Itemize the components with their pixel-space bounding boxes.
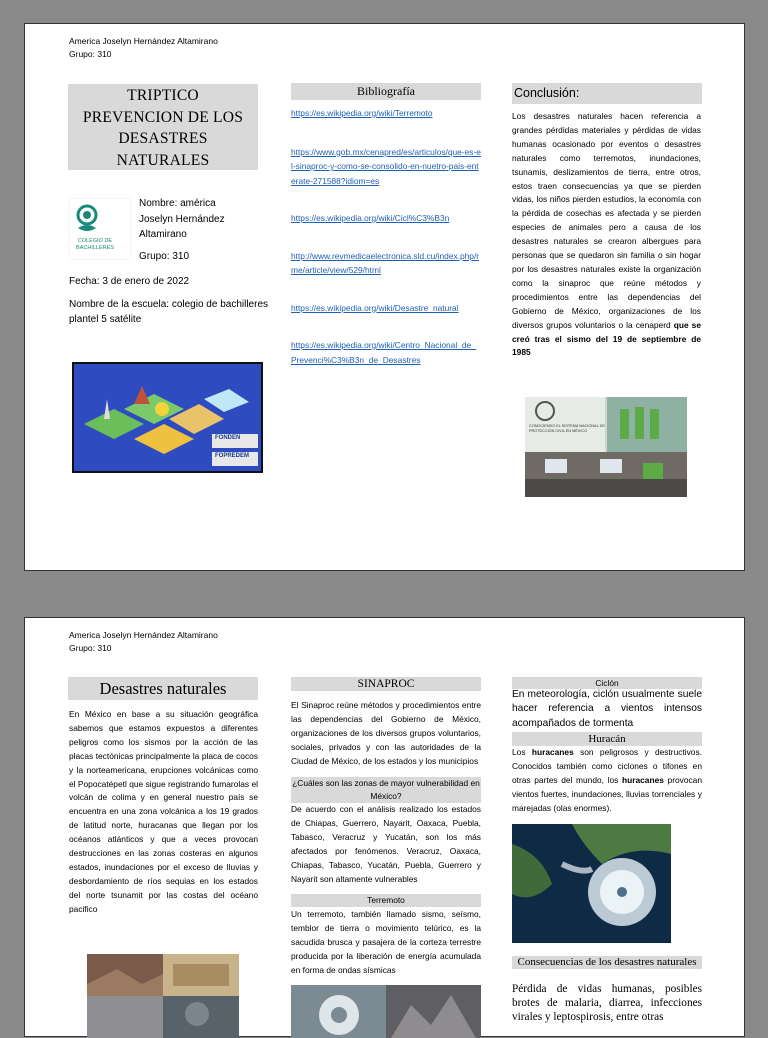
page-1: [24, 23, 745, 571]
page-header: [69, 35, 218, 61]
fonden-label: FONDEN: [215, 435, 241, 441]
photo-caption: CONOCIENDO EL SISTEMA NACIONAL DE PROTECCIÓN CIVIL EN MÉXICO: [529, 424, 605, 433]
title-line: NATURALES: [116, 151, 210, 169]
fopredem-label: FOPREDEM: [215, 453, 250, 459]
bibliography-link[interactable]: https://www.gob.mx/cenapred/es/articulos/que-es-el-sinaproc-y-como-se-consolido-en-nuetro-pais-enterate-271588?idiom=es: [291, 146, 481, 186]
header-author: America Joselyn Hernández Altamirano: [69, 36, 218, 46]
page-header: [69, 629, 218, 655]
civil-protection-photo: [525, 397, 687, 497]
header-author: America Joselyn Hernández Altamirano: [69, 630, 218, 640]
vulnerability-title: ¿Cuáles son las zonas de mayor vulnerabilidad en México?: [292, 778, 480, 801]
hurricane-title: Huracán: [512, 732, 702, 746]
natural-disasters-text: En México en base a su situación geográfica sabemos que estamos expuestos a diferentes peligros como los sismos por la acción de las placas tectónicas principalmente la placa de cocos y la norteamericana, erupciones volcánicas como el Popocatépetl que sigue registrando fumarolas el volcán de colima y en general nuestro país se encuentra en una zona volcánica a los 19 grados de latitud norte, huracanas que llegan por los océanos atlánticos y que a veces provocan destrucciones en las zonas costeras en algunos estados, inundaciones por el exceso de lluvias y desbordamiento de ríos sequias en los estados del norte tsunamit por las costas del océano pacifico: [69, 709, 258, 914]
school-text: Nombre de la escuela: colegio de bachilleres plantel 5 satélite: [69, 298, 269, 326]
bibliography-link[interactable]: https://es.wikipedia.org/wiki/Desastre_natural: [291, 302, 459, 313]
hurricane-text-part: Los: [512, 747, 532, 757]
cyclone-text: En meteorología, ciclón usualmente suele hacer referencia a vientos intensos acompañados de tormenta: [512, 689, 702, 729]
conclusion-bold: que se creó tras el sismo del 19 de septiembre de 1985: [512, 319, 701, 358]
title-box: [68, 84, 258, 170]
consequences-text: Pérdida de vidas humanas, posibles brotes de malaria, diarrea, infecciones virales y leptospirosis, entre otras: [512, 983, 702, 1023]
name-line: Nombre: américa: [139, 198, 216, 209]
vulnerability-text: De acuerdo con el análisis realizado los estados de Chiapas, Guerrero, Nayarit, Oaxaca, Puebla, Tabasco, Veracruz y Yucatán, son los más afectados por fenómenos. Veracruz, Oaxaca, Chiapas, Tabasco, Yucatán, Puebla, Guerrero y Nayarit son altamente vulnerables: [291, 804, 481, 884]
bibliography-title: Bibliografía: [291, 83, 481, 100]
earthquake-text: Un terremoto, también llamado sismo, seísmo, temblor de tierra o movimiento telúrico, es la sacudida brusca y pasajera de la corteza terrestre producida por la liberación de energía acumulada en forma de ondas sísmicas: [291, 909, 481, 975]
name-line: Altamirano: [139, 229, 187, 241]
bibliography-link[interactable]: https://es.wikipedia.org/wiki/Terremoto: [291, 108, 433, 118]
disaster-photo-collage: [87, 954, 239, 1038]
cyclone-title: Ciclón: [512, 677, 702, 689]
earthquake-photos: [291, 985, 481, 1038]
bibliography-link[interactable]: http://www.revmedicaelectronica.sld.cu/index.php/rme/article/view/529/html: [291, 250, 480, 275]
conclusion-text: Los desastres naturales hacen referencia a grandes pérdidas materiales y pérdidas de vidas humanas ocasionado por eventos o desastres naturales como terremotos, inundaciones, tsunamis, deslizamientos de tierra, entre otros, estos traen consecuencias ya que se pierden vidas, los niños pierden estudios, la economía con la pérdida de cosechas es afectada y se pierden especies de animales pero a causa de los desastres naturales se crearon albergues para personas que se quedaron sin familia o sin hogar por los desastres naturales existe la organización como la sinaproc que reúne métodos y procedimientos entre las dependencias del Gobierno de México, organizaciones de los diversos grupos voluntarios o la cenaperd: [512, 111, 701, 330]
hurricane-text-part: provocan vientos fuertes, inundaciones, lluvias torrenciales y marejadas (olas enormes).: [512, 774, 702, 813]
title-line: DESASTRES: [118, 130, 208, 147]
header-group: Grupo: 310: [69, 643, 112, 653]
bibliography-link[interactable]: https://es.wikipedia.org/wiki/Cicl%C3%B3n: [291, 213, 450, 223]
student-info: [139, 196, 249, 264]
hurricane-bold: huracanes: [621, 774, 664, 785]
hurricane-text-part: son peligrosos y destructivos. Conocidos también como ciclones o tifones en otras partes del mundo, los: [512, 747, 702, 785]
bibliography-list: [291, 106, 481, 367]
sinaproc-text: El Sinaproc reúne métodos y procedimientos entre las dependencias del Gobierno de México, organizaciones de los diversos grupos voluntarios, sociales, privados y con las autoridades de la Ciudad de México, de los estados y los municipios: [291, 700, 481, 766]
group-line: Grupo: 310: [139, 250, 190, 262]
bibliography-link[interactable]: https://es.wikipedia.org/wiki/Centro_Nacional_de_Prevenci%C3%B3n_de_Desastres: [291, 340, 476, 365]
header-group: Grupo: 310: [69, 49, 112, 59]
date-school: [69, 274, 269, 328]
date-text: Fecha: 3 de enero de 2022: [69, 276, 190, 287]
conclusion-body: [512, 110, 701, 360]
title-line: TRIPTICO: [127, 87, 199, 104]
conclusion-title: Conclusión:: [512, 83, 702, 104]
logo-text: COLEGIO DE BACHILLERES: [76, 238, 114, 251]
school-logo: [69, 198, 131, 260]
name-line: Joselyn Hernández: [139, 213, 225, 225]
page-2: [24, 617, 745, 1037]
disaster-prevention-image: [72, 362, 263, 473]
hurricane-bold: huracanes: [531, 747, 574, 757]
title-line: PREVENCION DE LOS: [82, 108, 244, 126]
natural-disasters-title: Desastres naturales: [68, 677, 258, 700]
earthquake-title: Terremoto: [291, 894, 481, 907]
hurricane-satellite-image: [512, 824, 671, 943]
hurricane-text: [512, 746, 702, 816]
sinaproc-title: SINAPROC: [291, 677, 481, 691]
consequences-title: Consecuencias de los desastres naturales: [512, 956, 702, 969]
